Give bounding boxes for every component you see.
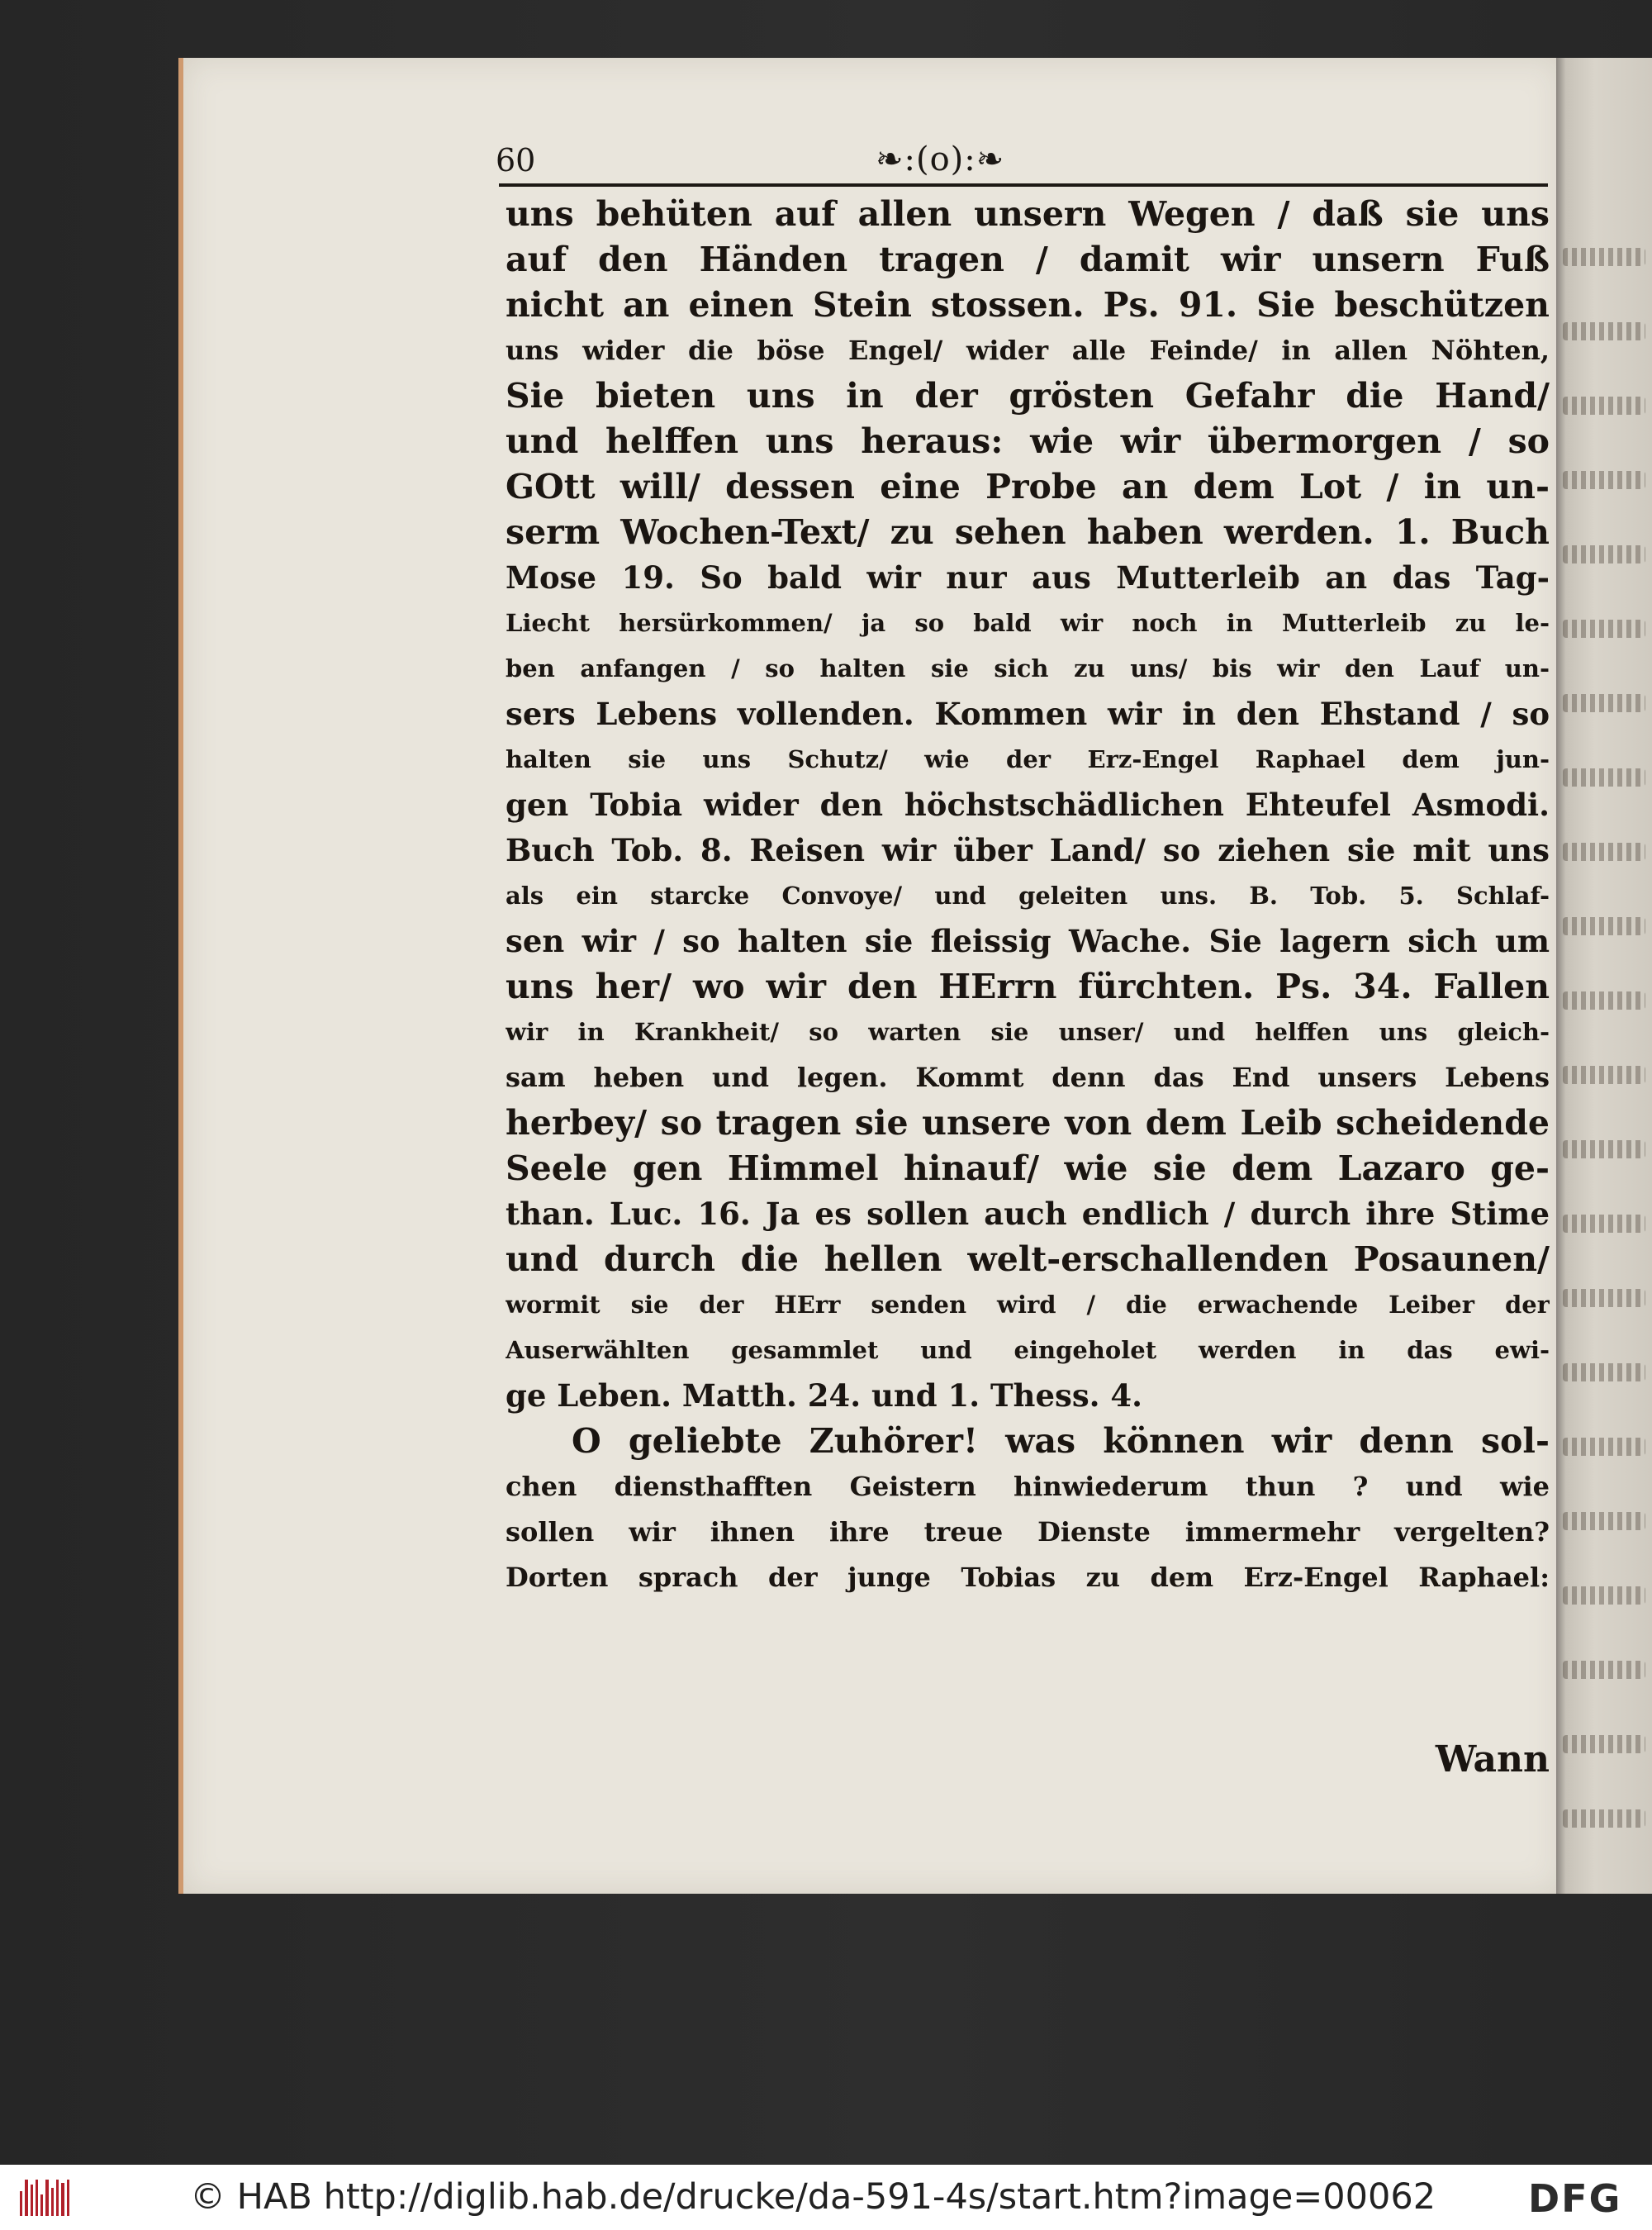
running-head <box>496 136 1545 188</box>
catchword: Wann <box>1435 1738 1550 1781</box>
text-line: nicht an einen Stein stossen. Ps. 91. Sie beschützen <box>506 285 1550 325</box>
adjoining-page-edge <box>1556 58 1652 1894</box>
text-line: uns behüten auf allen unsern Wegen / daß sie uns <box>506 194 1550 234</box>
head-rule <box>499 183 1548 187</box>
footer-bar <box>0 2165 1652 2230</box>
credit-link[interactable]: © HAB http://diglib.hab.de/drucke/da-591-4s/start.htm?image=00062 <box>190 2176 1436 2218</box>
text-line: Buch Tob. 8. Reisen wir über Land/ so ziehen sie mit uns <box>506 832 1550 868</box>
text-line: gen Tobia wider den höchstschädlichen Ehteufel Asmodi. <box>506 787 1550 823</box>
hab-logo-icon <box>20 2180 69 2216</box>
text-line: Auserwählten gesammlet und eingeholet werden in das ewi- <box>506 1336 1550 1364</box>
text-line: auf den Händen tragen / damit wir unsern Fuß <box>506 240 1550 279</box>
text-line: Dorten sprach der junge Tobias zu dem Erz-Engel Raphael: <box>506 1562 1550 1593</box>
text-line: than. Luc. 16. Ja es sollen auch endlich / durch ihre Stime <box>506 1196 1550 1232</box>
text-line: ge Leben. Matth. 24. und 1. Thess. 4. <box>506 1377 1143 1414</box>
text-line: ben anfangen / so halten sie sich zu uns/ bis wir den Lauf un- <box>506 654 1550 682</box>
text-line: herbey/ so tragen sie unsere von dem Leib scheidende <box>506 1103 1550 1143</box>
text-line: als ein starcke Convoye/ und geleiten uns. B. Tob. 5. Schlaf- <box>506 882 1550 910</box>
head-ornament: ❧:(o):❧ <box>876 140 1005 178</box>
text-line: sam heben und legen. Kommt denn das End unsers Lebens <box>506 1062 1550 1093</box>
text-line: serm Wochen-Text/ zu sehen haben werden. 1. Buch <box>506 512 1550 552</box>
text-line: wir in Krankheit/ so warten sie unser/ und helffen uns gleich- <box>506 1018 1550 1046</box>
text-line: und durch die hellen welt-erschallenden Posaunen/ <box>506 1239 1550 1279</box>
text-line: sers Lebens vollenden. Kommen wir in den Ehstand / so <box>506 696 1550 732</box>
text-line: uns her/ wo wir den HErrn fürchten. Ps. 34. Fallen <box>506 967 1550 1006</box>
text-line: Seele gen Himmel hinauf/ wie sie dem Lazaro ge- <box>506 1148 1550 1188</box>
text-line: sen wir / so halten sie fleissig Wache. Sie lagern sich um <box>506 923 1550 959</box>
text-line: halten sie uns Schutz/ wie der Erz-Engel Raphael dem jun- <box>506 745 1550 773</box>
dfg-logo: DFG <box>1528 2176 1622 2221</box>
text-line: uns wider die böse Engel/ wider alle Feinde/ in allen Nöhten, <box>506 335 1550 366</box>
text-line: sollen wir ihnen ihre treue Dienste immermehr vergelten? <box>506 1516 1550 1548</box>
text-line: chen diensthafften Geistern hinwiederum thun ? und wie <box>506 1471 1550 1502</box>
text-line: Liecht hersürkommen/ ja so bald wir noch in Mutterleib zu le- <box>506 609 1550 637</box>
text-line: und helffen uns heraus: wie wir übermorgen / so <box>506 421 1550 461</box>
text-line: GOtt will/ dessen eine Probe an dem Lot / in un- <box>506 467 1550 506</box>
page-number: 60 <box>496 142 536 178</box>
text-line: O geliebte Zuhörer! was können wir denn sol- <box>572 1421 1550 1461</box>
text-line: Sie bieten uns in der grösten Gefahr die Hand/ <box>506 376 1550 416</box>
text-line: wormit sie der HErr senden wird / die erwachende Leiber der <box>506 1291 1550 1319</box>
text-line: Mose 19. So bald wir nur aus Mutterleib an das Tag- <box>506 559 1550 596</box>
body-text <box>506 192 1550 1600</box>
